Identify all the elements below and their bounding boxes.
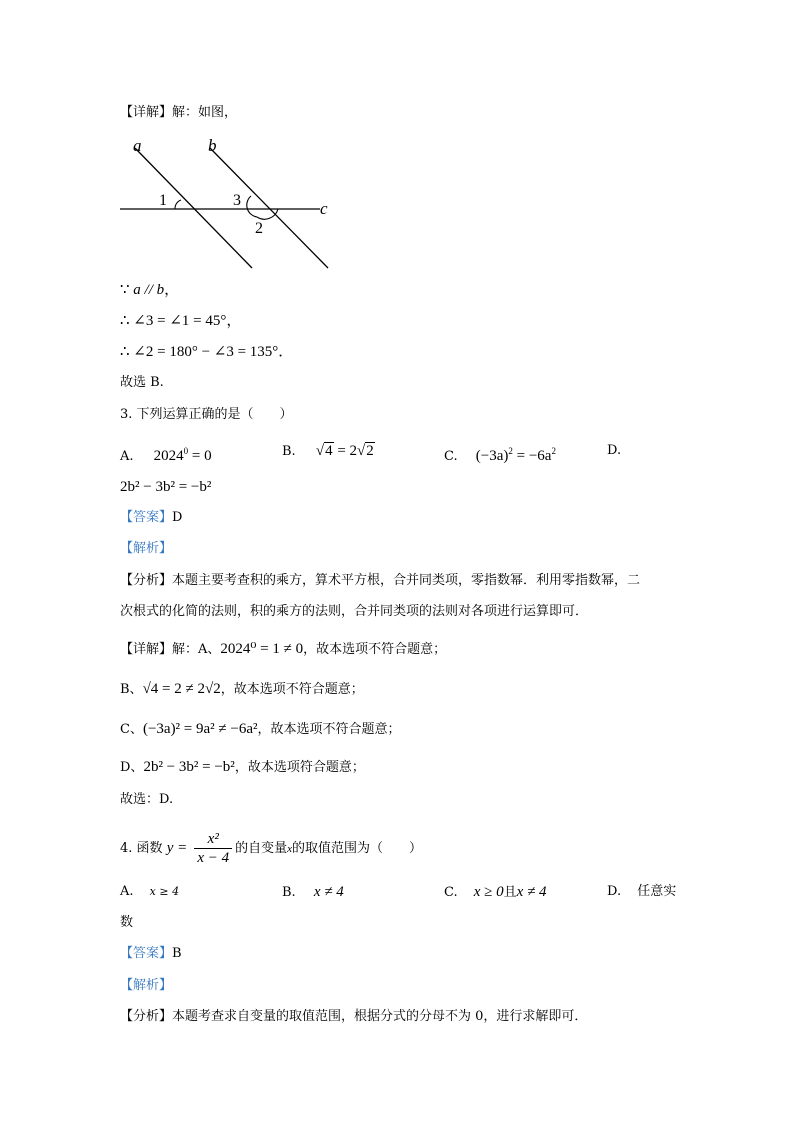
detail-c-math: (−3a)² = 9a² ≠ −6a²: [142, 721, 258, 737]
therefore-line-2: [120, 342, 293, 362]
detail-heading: [120, 103, 237, 123]
q4-fraction: [194, 830, 232, 867]
q3-stem: 3. 下列运算正确的是（ ）: [120, 407, 293, 422]
q4-option-d: [607, 881, 676, 903]
option-letter: C.: [444, 449, 458, 464]
option-c-rest: = −6a: [512, 448, 552, 464]
detail-label: 【详解】: [120, 105, 173, 120]
q3-option-d: 2b² − 3b² = −b²: [120, 479, 212, 495]
q3-fenxi-line2: 次根式的化简的法则，积的乘方的法则，合并同类项的法则对各项进行运算即可．: [120, 604, 589, 619]
detail-b-math: √4 = 2 ≠ 2√2: [142, 681, 221, 697]
label-angle-2: 2: [255, 220, 263, 237]
detail-c-suffix: ，故本选项不符合题意；: [257, 722, 401, 737]
option-letter: D.: [607, 884, 622, 899]
answer-value: D: [172, 510, 183, 525]
q4-option-b: [282, 881, 344, 904]
fenxi-text: 本题考查求自变量的取值范围，根据分式的分母不为 0，进行求解即可．: [172, 1009, 588, 1024]
fenxi-text-1: 本题主要考查积的乘方，算术平方根，合并同类项，零指数幂．利用零指数幂，二: [172, 573, 641, 588]
q3-option-d-letter: D.: [607, 443, 622, 458]
q4-stem-prefix: 4. 函数: [120, 841, 163, 856]
option-c-exp2: 2: [551, 446, 556, 456]
option-c-base: (−3a): [475, 448, 509, 464]
because-line: [120, 280, 179, 300]
detail-a-suffix: ，故本选项不符合题意；: [303, 642, 447, 657]
angle-2-arc: [257, 209, 278, 219]
radicand-1: 4: [325, 443, 333, 459]
option-letter: C.: [444, 885, 458, 900]
detail-a-math: 2024⁰ = 1 ≠ 0: [220, 641, 304, 657]
detail-d-math: 2b² − 3b² = −b²: [143, 759, 235, 775]
option-a-exp: 0: [183, 446, 189, 456]
q3-detail-c: [120, 719, 401, 740]
step-2: ∠2 = 180° − ∠3 = 135°．: [133, 344, 294, 360]
section2-conclusion: 故选 B.: [120, 375, 164, 390]
parallel-lines-figure: [115, 135, 340, 275]
q3-option-a: [120, 440, 212, 468]
option-b-mid: = 2√: [333, 443, 366, 459]
option-letter: A.: [120, 449, 134, 464]
option-c-part1: x ≥ 0: [473, 884, 504, 900]
option-a-rest: = 0: [188, 448, 212, 464]
label-angle-3: 3: [233, 192, 241, 209]
q4-option-d-cont: 数: [120, 915, 134, 930]
fraction-numerator: x²: [194, 830, 232, 849]
detail-d-prefix: D、: [120, 760, 144, 775]
q4-option-a: [120, 881, 179, 903]
fenxi-label: 【分析】: [120, 1009, 173, 1024]
q4-stem: [120, 828, 422, 869]
answer-label: 【答案】: [120, 946, 173, 961]
angle-3-arc: [247, 196, 257, 217]
radicand-2: 2: [366, 443, 374, 459]
parallel-statement: a // b: [133, 282, 165, 298]
q3-detail-b: [120, 679, 364, 700]
q3-option-b: [282, 440, 375, 463]
q4-x: x: [287, 843, 293, 855]
q4-y: y =: [166, 840, 188, 856]
q3-fenxi-line1: [120, 571, 640, 591]
option-d-text: 任意实: [637, 884, 677, 899]
option-b-text: x ≠ 4: [313, 884, 344, 900]
option-letter: A.: [120, 884, 134, 899]
q3-detail-a: [120, 639, 446, 660]
option-a-text: x ≥ 4: [149, 885, 180, 898]
option-a-base: 2024: [153, 448, 184, 464]
option-c-part2: x ≠ 4: [516, 884, 547, 900]
step-1: ∠3 = ∠1 = 45°，: [133, 313, 242, 329]
detail-b-suffix: ，故本选项不符合题意；: [220, 682, 364, 697]
fraction-denominator: x − 4: [197, 850, 230, 866]
because-symbol: ∵: [120, 282, 130, 298]
therefore-symbol: ∴: [120, 313, 130, 329]
because-end: ，: [164, 282, 180, 298]
q4-analysis-label: 【解析】: [120, 978, 173, 993]
q4-stem-suffix: 的取值范围为（ ）: [292, 841, 423, 856]
answer-value: B: [172, 946, 182, 961]
q4-answer: [120, 944, 182, 964]
detail-c-prefix: C、: [120, 722, 143, 737]
label-angle-1: 1: [159, 192, 167, 209]
q3-detail-d: [120, 757, 365, 778]
option-c-and: 且: [503, 885, 517, 900]
therefore-line-1: [120, 311, 241, 331]
therefore-symbol: ∴: [120, 344, 130, 360]
detail-label: 【详解】: [120, 642, 173, 657]
sqrt-sign: √: [315, 443, 325, 459]
q4-option-c: [444, 881, 547, 904]
label-b: b: [208, 136, 217, 155]
line-b: [210, 148, 328, 268]
q3-answer: [120, 508, 182, 528]
option-c-exp: 2: [508, 446, 513, 456]
detail-intro: 解：如图，: [172, 105, 238, 120]
q3-option-c: [444, 440, 556, 468]
label-c: c: [320, 199, 328, 218]
detail-b-prefix: B、: [120, 682, 143, 697]
detail-d-suffix: ，故本选项符合题意；: [234, 760, 365, 775]
q4-stem-mid: 的自变量: [235, 841, 288, 856]
fenxi-label: 【分析】: [120, 573, 173, 588]
q3-conclusion: 故选：D.: [120, 792, 174, 807]
q4-fenxi: [120, 1007, 587, 1027]
angle-1-arc: [175, 200, 181, 209]
label-a: a: [133, 136, 142, 155]
q3-analysis-label: 【解析】: [120, 541, 173, 556]
answer-label: 【答案】: [120, 510, 173, 525]
detail-a-prefix: 解：A、: [172, 642, 221, 657]
option-letter: B.: [282, 444, 296, 459]
option-letter: B.: [282, 885, 296, 900]
